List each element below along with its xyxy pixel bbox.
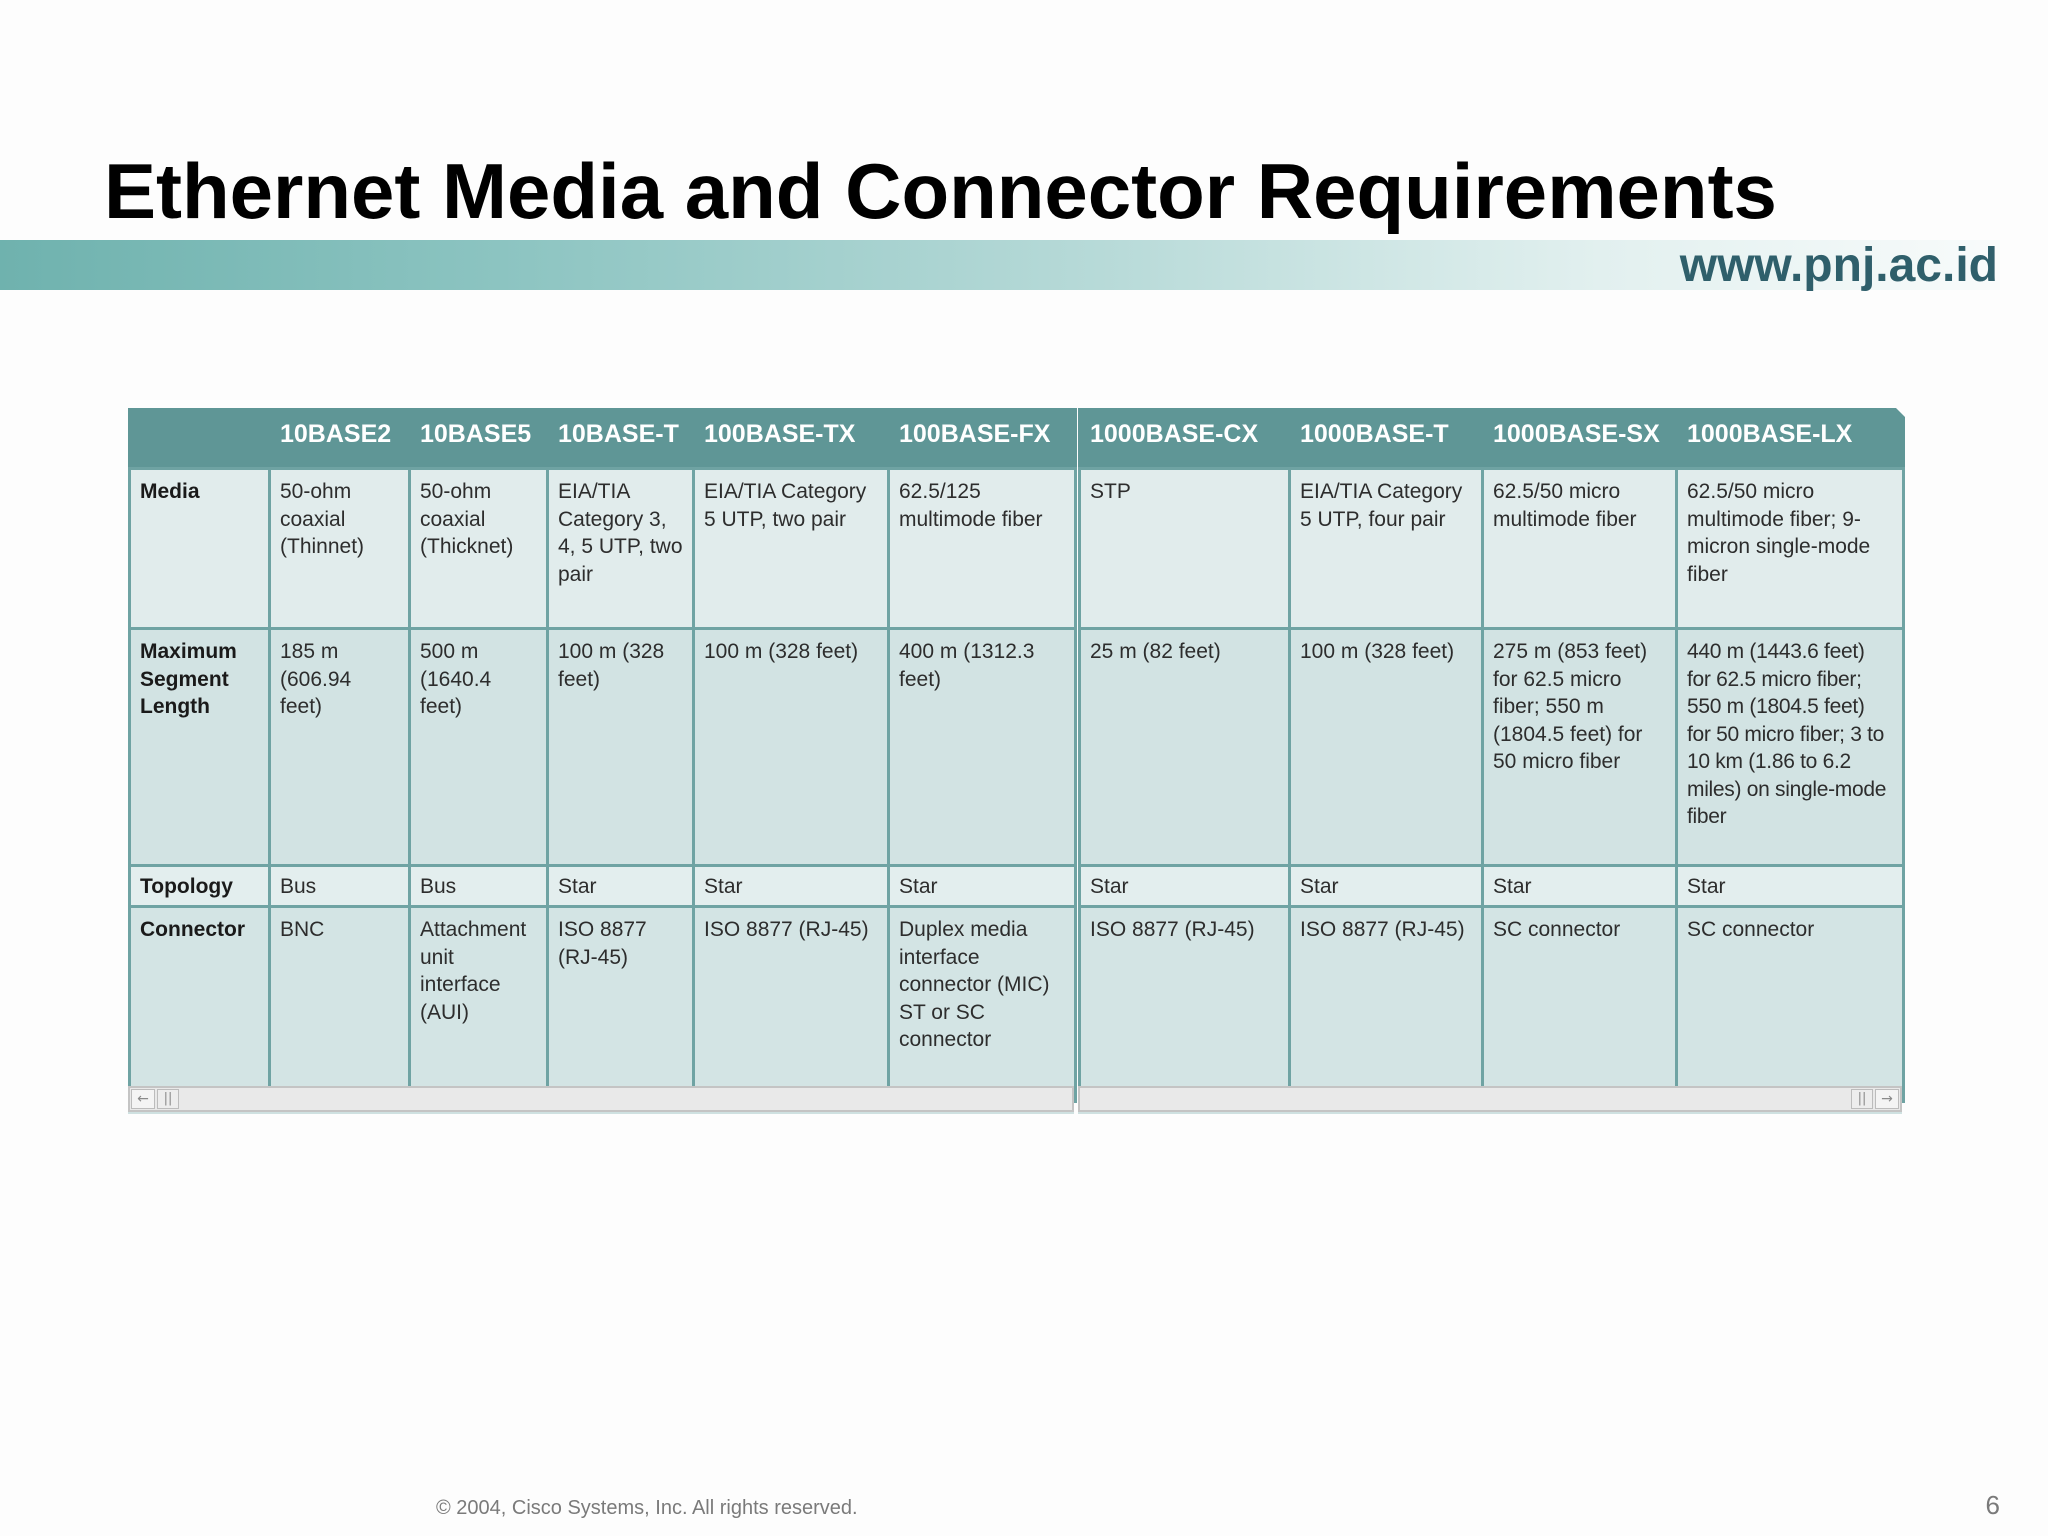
horizontal-scrollbar-left[interactable] xyxy=(128,1086,1074,1112)
column-header: 1000BASE-SX xyxy=(1483,410,1677,469)
table-row-topology xyxy=(130,866,1076,907)
table-cell: 400 m (1312.3 feet) xyxy=(889,629,1076,866)
media-table-right-panel xyxy=(1078,408,1902,1114)
media-table-left xyxy=(128,408,1077,1103)
table-cell: Attachment unit interface (AUI) xyxy=(410,907,548,1102)
table-cell: SC connector xyxy=(1483,907,1677,1102)
table-cell: Duplex media interface connector (MIC) ST or SC connector xyxy=(889,907,1076,1102)
arrow-right-icon[interactable]: → xyxy=(1875,1089,1899,1109)
table-cell: Bus xyxy=(270,866,410,907)
arrow-left-icon[interactable]: ← xyxy=(131,1089,155,1109)
grip-icon[interactable]: || xyxy=(157,1089,179,1109)
table-cell: ISO 8877 (RJ-45) xyxy=(548,907,694,1102)
table-cell: Star xyxy=(889,866,1076,907)
table-cell: Star xyxy=(1677,866,1904,907)
table-cell: STP xyxy=(1080,469,1290,629)
table-row-media xyxy=(130,469,1076,629)
table-cell: ISO 8877 (RJ-45) xyxy=(1080,907,1290,1102)
table-cell: ISO 8877 (RJ-45) xyxy=(1290,907,1483,1102)
table-cell: EIA/TIA Category 3, 4, 5 UTP, two pair xyxy=(548,469,694,629)
column-header: 100BASE-FX xyxy=(889,410,1076,469)
table-cell: 62.5/50 micro multimode fiber; 9-micron single-mode fiber xyxy=(1677,469,1904,629)
table-cell: 50-ohm coaxial (Thicknet) xyxy=(410,469,548,629)
table-cell: 62.5/50 micro multimode fiber xyxy=(1483,469,1677,629)
table-cell: 275 m (853 feet) for 62.5 micro fiber; 550 m (1804.5 feet) for 50 micro fiber xyxy=(1483,629,1677,866)
table-cell: 440 m (1443.6 feet) for 62.5 micro fiber; 550 m (1804.5 feet) for 50 micro fiber; 3 to 10 km (1.86 to 6.2 miles) on single-mode fiber xyxy=(1677,629,1904,866)
table-cell: Bus xyxy=(410,866,548,907)
table-row-connector xyxy=(1080,907,1904,1102)
table-cell: 500 m (1640.4 feet) xyxy=(410,629,548,866)
row-label-media: Media xyxy=(130,469,270,629)
table-cell: 62.5/125 multimode fiber xyxy=(889,469,1076,629)
table-header-row xyxy=(130,410,1076,469)
table-cell: Star xyxy=(1290,866,1483,907)
header-corner xyxy=(130,410,270,469)
page-number: 6 xyxy=(1985,1490,2000,1520)
row-label-max-segment-length: Maximum Segment Length xyxy=(130,629,270,866)
table-cell: 100 m (328 feet) xyxy=(1290,629,1483,866)
slide-title: Ethernet Media and Connector Requirements xyxy=(104,147,1777,235)
table-row-media xyxy=(1080,469,1904,629)
media-table-right xyxy=(1078,408,1905,1103)
grip-icon[interactable]: || xyxy=(1851,1089,1873,1109)
table-cell: Star xyxy=(1080,866,1290,907)
table-cell: SC connector xyxy=(1677,907,1904,1102)
column-header: 1000BASE-CX xyxy=(1080,410,1290,469)
column-header: 10BASE2 xyxy=(270,410,410,469)
horizontal-scrollbar-right[interactable] xyxy=(1078,1086,1902,1112)
table-cell: 50-ohm coaxial (Thinnet) xyxy=(270,469,410,629)
table-cell: EIA/TIA Category 5 UTP, two pair xyxy=(694,469,889,629)
media-table-left-panel xyxy=(128,408,1074,1114)
table-row-max-segment-length xyxy=(130,629,1076,866)
table-cell: Star xyxy=(1483,866,1677,907)
table-cell: Star xyxy=(548,866,694,907)
table-cell: 185 m (606.94 feet) xyxy=(270,629,410,866)
column-header: 1000BASE-LX xyxy=(1677,410,1904,469)
table-header-row xyxy=(1080,410,1904,469)
table-row-max-segment-length xyxy=(1080,629,1904,866)
table-cell: ISO 8877 (RJ-45) xyxy=(694,907,889,1102)
column-header: 10BASE-T xyxy=(548,410,694,469)
table-cell: 100 m (328 feet) xyxy=(548,629,694,866)
table-cell: Star xyxy=(694,866,889,907)
copyright: © 2004, Cisco Systems, Inc. All rights reserved. xyxy=(436,1497,858,1519)
table-cell: EIA/TIA Category 5 UTP, four pair xyxy=(1290,469,1483,629)
row-label-topology: Topology xyxy=(130,866,270,907)
column-header: 100BASE-TX xyxy=(694,410,889,469)
table-row-connector xyxy=(130,907,1076,1102)
table-cell: 100 m (328 feet) xyxy=(694,629,889,866)
table-cell: 25 m (82 feet) xyxy=(1080,629,1290,866)
table-row-topology xyxy=(1080,866,1904,907)
column-header: 1000BASE-T xyxy=(1290,410,1483,469)
row-label-connector: Connector xyxy=(130,907,270,1102)
table-cell: BNC xyxy=(270,907,410,1102)
site-url: www.pnj.ac.id xyxy=(1679,239,1998,292)
column-header: 10BASE5 xyxy=(410,410,548,469)
